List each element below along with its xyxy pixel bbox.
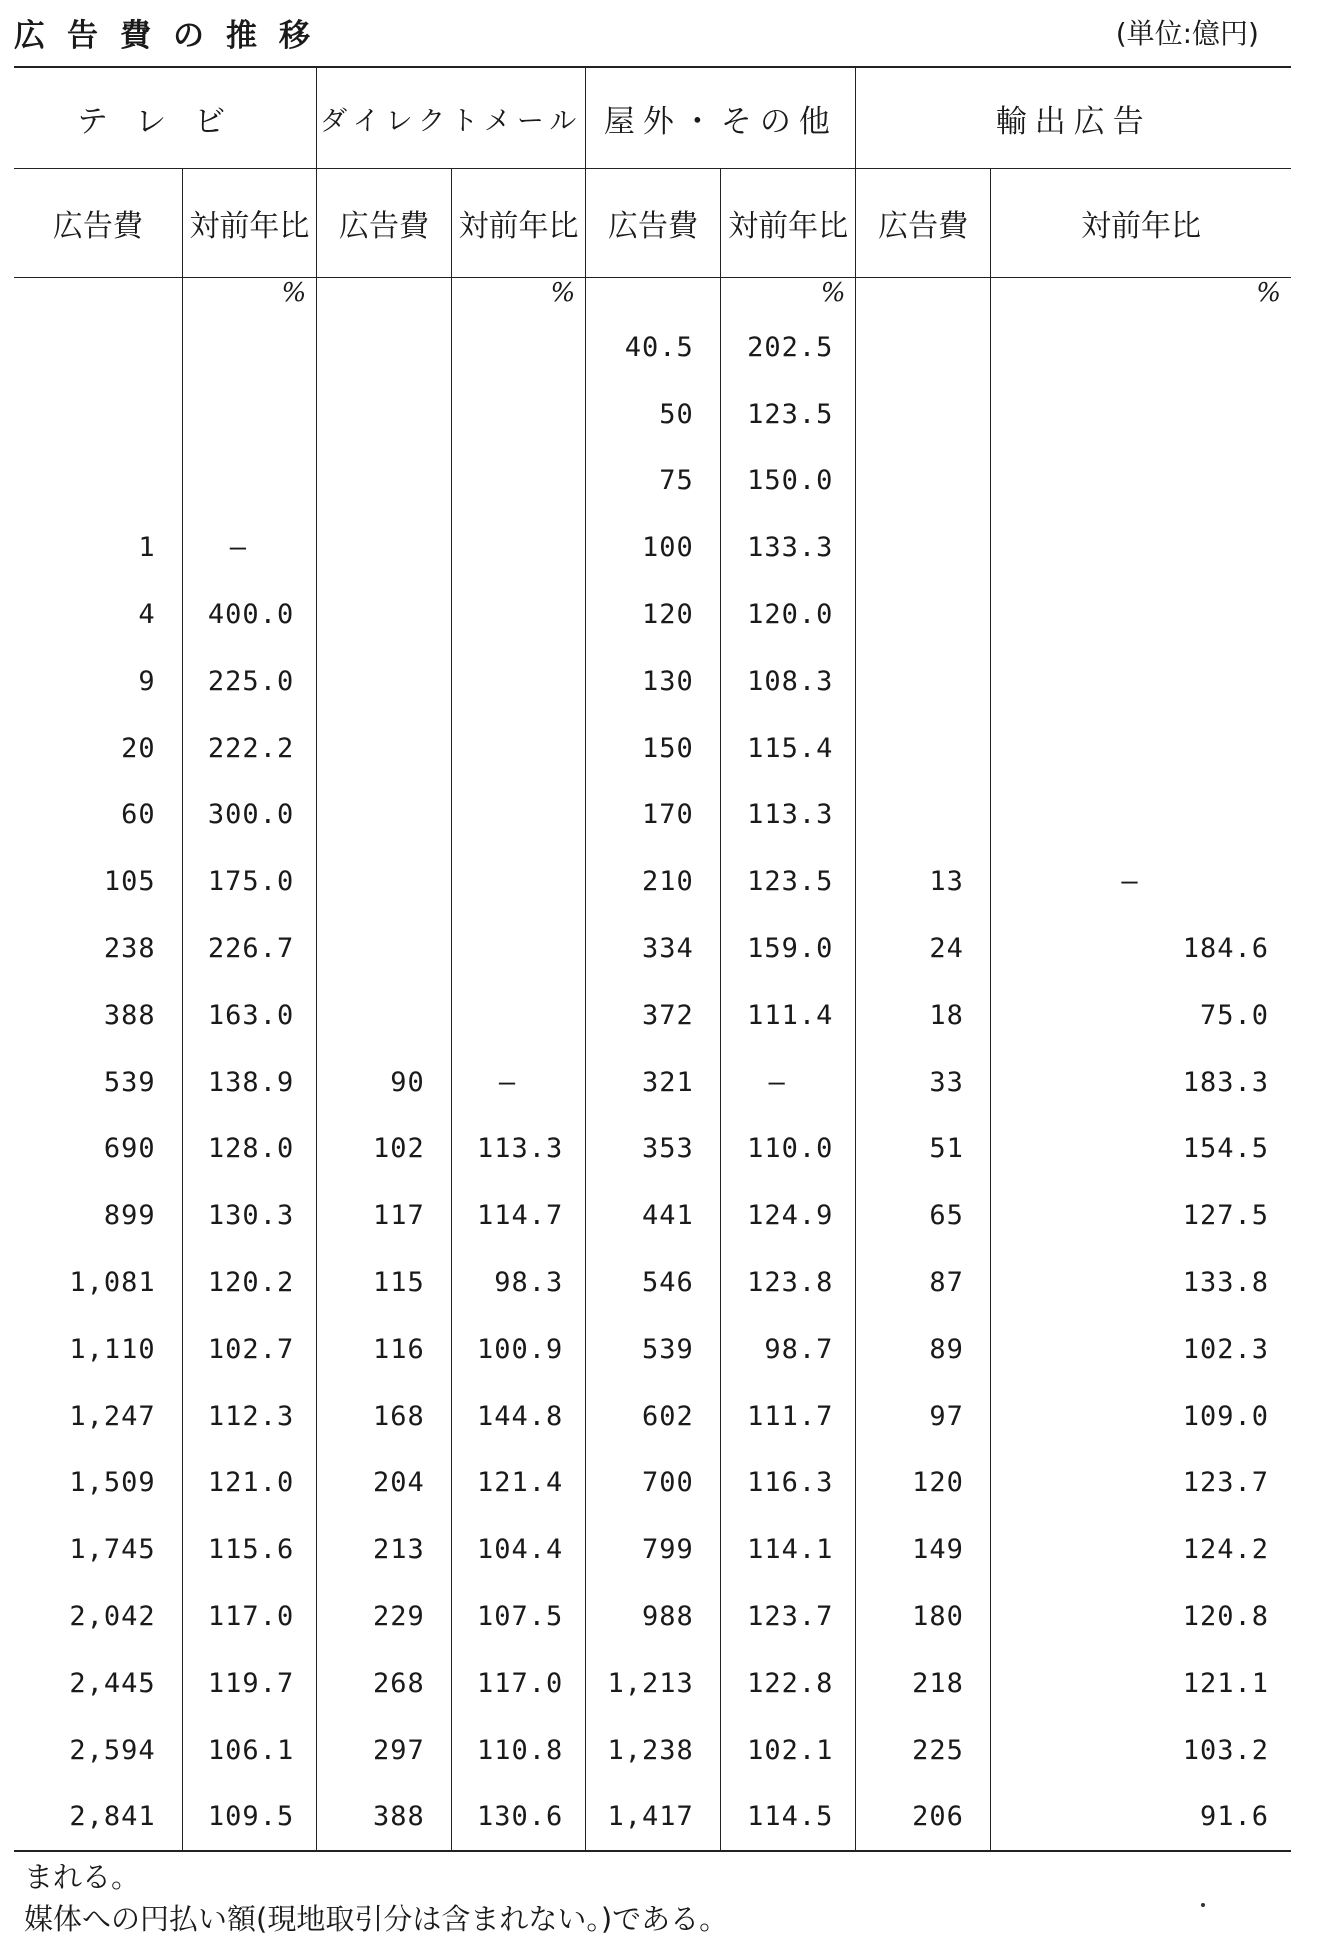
expense-cell	[856, 381, 991, 448]
ratio-cell: 138.9	[182, 1049, 317, 1116]
ratio-cell: 114.5	[720, 1784, 856, 1852]
expense-cell: 388	[317, 1784, 452, 1852]
ratio-cell: 114.1	[720, 1516, 856, 1583]
ratio-cell: 100.9	[451, 1316, 586, 1383]
ratio-cell	[990, 648, 1291, 715]
ratio-cell: 111.4	[720, 982, 856, 1049]
ratio-cell: 300.0	[182, 782, 317, 849]
sub-header-cell: 広告費	[317, 169, 452, 278]
expense-cell	[317, 514, 452, 581]
ratio-cell: 102.1	[720, 1717, 856, 1784]
expense-cell	[14, 381, 182, 448]
ratio-cell: 103.2	[990, 1717, 1291, 1784]
ratio-cell: 122.8	[720, 1650, 856, 1717]
expense-cell: 441	[586, 1182, 721, 1249]
expense-cell: 89	[856, 1316, 991, 1383]
expense-cell: 539	[103, 1066, 156, 1098]
table-row	[14, 314, 1291, 381]
ratio-cell: 116.3	[720, 1450, 856, 1517]
expense-cell: 2,445	[69, 1667, 156, 1699]
ratio-cell	[451, 782, 586, 849]
group-header-direct-mail: ダイレクトメール	[317, 67, 586, 169]
table-row	[14, 448, 1291, 515]
unit-label: (単位:億円)	[1115, 17, 1259, 50]
ratio-cell: 120.8	[990, 1583, 1291, 1650]
ratio-cell: 91.6	[990, 1784, 1291, 1852]
ratio-cell: 102.3	[990, 1316, 1291, 1383]
ratio-cell	[990, 381, 1291, 448]
ratio-cell	[451, 581, 586, 648]
sub-header-cell: 対前年比	[451, 169, 586, 278]
ratio-cell: 115.6	[182, 1516, 317, 1583]
ratio-cell	[182, 448, 317, 515]
expense-cell: 75	[586, 448, 721, 515]
ratio-cell: —	[720, 1049, 856, 1116]
expense-cell: 168	[317, 1383, 452, 1450]
expense-cell: 117	[317, 1182, 452, 1249]
sub-header-cell: 広告費	[14, 169, 182, 278]
table-row	[14, 1316, 1291, 1383]
expense-cell	[856, 648, 991, 715]
expense-cell: 602	[586, 1383, 721, 1450]
expense-cell: 13	[856, 848, 991, 915]
expense-cell: 1,509	[69, 1467, 156, 1499]
ratio-cell: 102.7	[182, 1316, 317, 1383]
expense-cell: 799	[586, 1516, 721, 1583]
group-header-outdoor: 屋外・その他	[586, 67, 856, 169]
expense-cell	[856, 715, 991, 782]
ratio-cell: 108.3	[720, 648, 856, 715]
ratio-cell	[451, 982, 586, 1049]
ratio-cell	[990, 314, 1291, 381]
ratio-cell: —	[182, 514, 317, 581]
ratio-cell: —	[990, 848, 1291, 915]
expense-cell: 50	[586, 381, 721, 448]
table-row	[14, 1049, 1291, 1116]
ratio-cell: 222.2	[182, 715, 317, 782]
table-row	[14, 381, 1291, 448]
expense-cell: 690	[103, 1133, 156, 1165]
expense-cell: 700	[586, 1450, 721, 1517]
expense-cell: 899	[103, 1200, 156, 1232]
expense-cell	[856, 581, 991, 648]
expense-cell: 353	[586, 1116, 721, 1183]
ratio-cell: 144.8	[451, 1383, 586, 1450]
expense-cell: 20	[121, 732, 156, 764]
ratio-cell: 127.5	[990, 1182, 1291, 1249]
table-row	[14, 1182, 1291, 1249]
expense-cell	[317, 448, 452, 515]
ratio-cell: 184.6	[990, 915, 1291, 982]
percent-symbol: %	[720, 278, 856, 315]
expense-cell	[317, 581, 452, 648]
footnote-line: 媒体への円払い額(現地取引分は含まれない。)である。	[24, 1902, 729, 1936]
table-row	[14, 1249, 1291, 1316]
ratio-cell: 110.8	[451, 1717, 586, 1784]
sub-header-cell: 対前年比	[720, 169, 856, 278]
table-row	[14, 1383, 1291, 1450]
expense-cell	[317, 314, 452, 381]
table-row	[14, 1116, 1291, 1183]
stray-mark	[1201, 1903, 1205, 1907]
expense-cell: 321	[586, 1049, 721, 1116]
ratio-cell: 117.0	[182, 1583, 317, 1650]
expense-cell	[317, 648, 452, 715]
expense-cell: 51	[856, 1116, 991, 1183]
expense-cell: 120	[586, 581, 721, 648]
ratio-cell: 121.1	[990, 1650, 1291, 1717]
ratio-cell: 124.2	[990, 1516, 1291, 1583]
expense-cell: 229	[317, 1583, 452, 1650]
ratio-cell	[990, 715, 1291, 782]
ratio-cell	[451, 314, 586, 381]
expense-cell	[317, 982, 452, 1049]
expense-cell: 238	[103, 933, 156, 965]
expense-cell	[856, 448, 991, 515]
ratio-cell: 123.7	[720, 1583, 856, 1650]
expense-cell: 1,110	[69, 1333, 156, 1365]
ratio-cell: 115.4	[720, 715, 856, 782]
table-row	[14, 1450, 1291, 1517]
expense-cell: 388	[103, 999, 156, 1031]
ratio-cell: 128.0	[182, 1116, 317, 1183]
table-row	[14, 648, 1291, 715]
ratio-cell: 123.5	[720, 848, 856, 915]
empty-cell	[586, 278, 721, 315]
expense-cell: 115	[317, 1249, 452, 1316]
ratio-cell: 106.1	[182, 1717, 317, 1784]
ratio-cell: 226.7	[182, 915, 317, 982]
expense-cell: 988	[586, 1583, 721, 1650]
ratio-cell: 202.5	[720, 314, 856, 381]
ad-expense-table	[14, 66, 1291, 1852]
ratio-cell: 183.3	[990, 1049, 1291, 1116]
ratio-cell: 113.3	[720, 782, 856, 849]
percent-symbol: %	[451, 278, 586, 315]
sub-header-row	[14, 169, 1291, 278]
table-row	[14, 982, 1291, 1049]
table-row	[14, 581, 1291, 648]
expense-cell: 150	[586, 715, 721, 782]
group-header-export: 輸出広告	[856, 67, 1291, 169]
ratio-cell: 175.0	[182, 848, 317, 915]
ratio-cell: 104.4	[451, 1516, 586, 1583]
expense-cell: 297	[317, 1717, 452, 1784]
empty-cell	[317, 278, 452, 315]
table-row	[14, 1650, 1291, 1717]
sub-header-cell: 広告費	[856, 169, 991, 278]
ratio-cell	[451, 915, 586, 982]
ratio-cell: 130.6	[451, 1784, 586, 1852]
expense-cell: 33	[856, 1049, 991, 1116]
expense-cell: 90	[317, 1049, 452, 1116]
sub-header-cell: 広告費	[586, 169, 721, 278]
ratio-cell: 123.5	[720, 381, 856, 448]
ratio-cell	[990, 581, 1291, 648]
expense-cell: 87	[856, 1249, 991, 1316]
expense-cell: 225	[856, 1717, 991, 1784]
expense-cell: 149	[856, 1516, 991, 1583]
ratio-cell: 133.3	[720, 514, 856, 581]
ratio-cell	[451, 381, 586, 448]
group-header-row	[14, 67, 1291, 169]
footnote-line: まれる。	[24, 1860, 141, 1894]
empty-cell	[14, 278, 182, 315]
ratio-cell	[990, 782, 1291, 849]
ratio-cell: 400.0	[182, 581, 317, 648]
ratio-cell	[451, 514, 586, 581]
ratio-cell: 98.3	[451, 1249, 586, 1316]
ratio-cell: 98.7	[720, 1316, 856, 1383]
expense-cell: 97	[856, 1383, 991, 1450]
expense-cell: 539	[586, 1316, 721, 1383]
ratio-cell: 107.5	[451, 1583, 586, 1650]
ratio-cell: 120.0	[720, 581, 856, 648]
ratio-cell: 121.4	[451, 1450, 586, 1517]
table-row	[14, 1717, 1291, 1784]
table-row	[14, 915, 1291, 982]
ratio-cell: 110.0	[720, 1116, 856, 1183]
expense-cell: 40.5	[586, 314, 721, 381]
expense-cell: 546	[586, 1249, 721, 1316]
expense-cell: 210	[586, 848, 721, 915]
ratio-cell	[451, 715, 586, 782]
ratio-cell: 123.7	[990, 1450, 1291, 1517]
page-title: 広告費の推移	[14, 18, 332, 54]
expense-cell: 1,247	[69, 1400, 156, 1432]
expense-cell	[14, 314, 182, 381]
expense-cell: 24	[856, 915, 991, 982]
expense-cell: 170	[586, 782, 721, 849]
percent-symbol: %	[990, 278, 1291, 315]
sub-header-cell: 対前年比	[990, 169, 1291, 278]
ratio-cell	[182, 381, 317, 448]
expense-cell: 1,238	[586, 1717, 721, 1784]
table-row	[14, 848, 1291, 915]
expense-cell	[317, 381, 452, 448]
ratio-cell: —	[451, 1049, 586, 1116]
ratio-cell: 109.5	[182, 1784, 317, 1852]
expense-cell: 2,594	[69, 1734, 156, 1766]
table-row	[14, 782, 1291, 849]
ratio-cell: 117.0	[451, 1650, 586, 1717]
expense-cell: 218	[856, 1650, 991, 1717]
expense-cell: 334	[586, 915, 721, 982]
expense-cell: 4	[138, 599, 156, 631]
expense-cell	[856, 514, 991, 581]
expense-cell	[14, 448, 182, 515]
ratio-cell	[451, 848, 586, 915]
expense-cell: 1,417	[586, 1784, 721, 1852]
ratio-cell	[451, 448, 586, 515]
expense-cell: 100	[586, 514, 721, 581]
expense-cell: 1,745	[69, 1534, 156, 1566]
ratio-cell: 150.0	[720, 448, 856, 515]
table-row	[14, 1583, 1291, 1650]
table-row	[14, 715, 1291, 782]
expense-cell: 65	[856, 1182, 991, 1249]
expense-cell: 268	[317, 1650, 452, 1717]
ratio-cell: 75.0	[990, 982, 1291, 1049]
expense-cell: 213	[317, 1516, 452, 1583]
table-body	[14, 278, 1291, 1852]
ratio-cell: 163.0	[182, 982, 317, 1049]
ratio-cell: 112.3	[182, 1383, 317, 1450]
table-row	[14, 514, 1291, 581]
ratio-cell: 113.3	[451, 1116, 586, 1183]
ratio-cell: 154.5	[990, 1116, 1291, 1183]
group-header-tv: テレビ	[14, 67, 317, 169]
expense-cell: 105	[103, 866, 156, 898]
percent-unit-row	[14, 278, 1291, 315]
expense-cell	[317, 848, 452, 915]
percent-symbol: %	[182, 278, 317, 315]
expense-cell: 18	[856, 982, 991, 1049]
ratio-cell: 121.0	[182, 1450, 317, 1517]
ratio-cell: 124.9	[720, 1182, 856, 1249]
expense-cell: 372	[586, 982, 721, 1049]
expense-cell: 1,081	[69, 1267, 156, 1299]
ratio-cell: 130.3	[182, 1182, 317, 1249]
expense-cell: 206	[856, 1784, 991, 1852]
sub-header-cell: 対前年比	[182, 169, 317, 278]
ratio-cell: 119.7	[182, 1650, 317, 1717]
ratio-cell: 114.7	[451, 1182, 586, 1249]
expense-cell: 116	[317, 1316, 452, 1383]
expense-cell: 204	[317, 1450, 452, 1517]
expense-cell: 1,213	[586, 1650, 721, 1717]
expense-cell: 180	[856, 1583, 991, 1650]
expense-cell	[856, 314, 991, 381]
expense-cell: 1	[138, 532, 156, 564]
expense-cell	[317, 915, 452, 982]
expense-cell	[317, 715, 452, 782]
ratio-cell	[990, 448, 1291, 515]
expense-cell: 2,042	[69, 1601, 156, 1633]
ratio-cell: 159.0	[720, 915, 856, 982]
expense-cell: 60	[121, 799, 156, 831]
ratio-cell: 111.7	[720, 1383, 856, 1450]
ratio-cell: 120.2	[182, 1249, 317, 1316]
expense-cell: 2,841	[69, 1801, 156, 1833]
expense-cell	[317, 782, 452, 849]
empty-cell	[856, 278, 991, 315]
ratio-cell: 109.0	[990, 1383, 1291, 1450]
table-row	[14, 1784, 1291, 1852]
ratio-cell	[451, 648, 586, 715]
ratio-cell	[990, 514, 1291, 581]
ratio-cell: 123.8	[720, 1249, 856, 1316]
expense-cell	[856, 782, 991, 849]
ratio-cell	[182, 314, 317, 381]
expense-cell: 130	[586, 648, 721, 715]
ratio-cell: 133.8	[990, 1249, 1291, 1316]
ratio-cell: 225.0	[182, 648, 317, 715]
expense-cell: 102	[317, 1116, 452, 1183]
expense-cell: 120	[856, 1450, 991, 1517]
table-row	[14, 1516, 1291, 1583]
expense-cell: 9	[138, 665, 156, 697]
